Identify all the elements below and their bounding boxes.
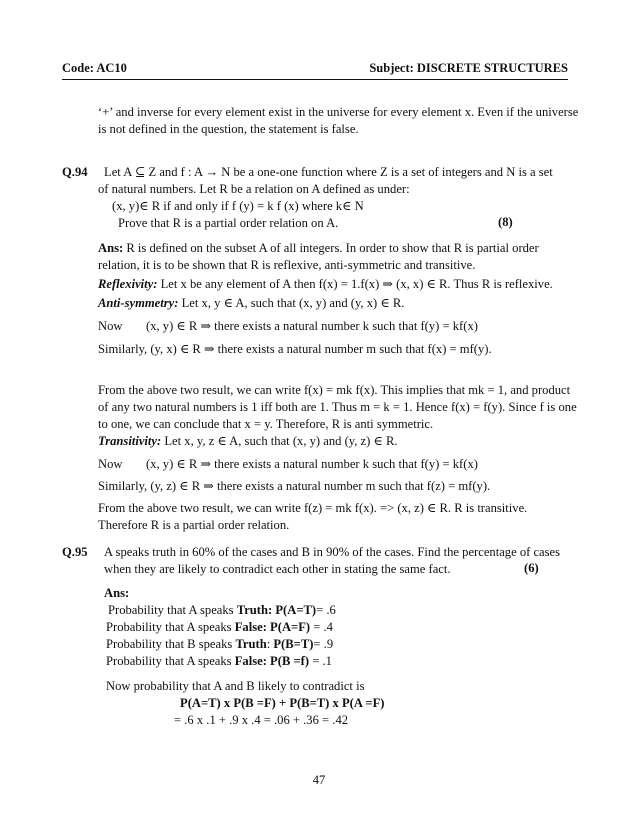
antisymmetry-line: Anti-symmetry: Let x, y ∈ A, such that (x, y) and (y, x) ∈ R. [98, 296, 405, 310]
relation-definition: (x, y)∈ R if and only if f (y) = k f (x) where k∈ N [112, 199, 364, 213]
probability-line: Probability that A speaks False: P(A=F) = .4 [106, 620, 333, 634]
page-number: 47 [312, 773, 326, 787]
paragraph-line: of any two natural numbers is 1 iff both are 1. Thus m = k = 1. Hence f(x) = f(y). Since f is one [98, 400, 577, 414]
probability-line: Probability that B speaks Truth: P(B=T)= .9 [106, 637, 334, 651]
probability-formula: P(A=T) x P(B =F) + P(B=T) x P(A =F) [180, 696, 385, 710]
paragraph-line: From the above two result, we can write f(z) = mk f(x). => (x, z) ∈ R. R is transitive. [98, 501, 528, 515]
question-text: A speaks truth in 60% of the cases and B in 90% of the cases. Find the percentage of cases [104, 545, 561, 559]
question-text: of natural numbers. Let R be a relation on A defined as under: [98, 182, 410, 196]
question-marks: (8) [498, 215, 513, 229]
question-number: Q.95 [62, 545, 88, 559]
question-text: Let A ⊆ Z and f : A → N be a one-one function where Z is a set of integers and N is a set [104, 165, 553, 179]
header-rule [62, 79, 568, 80]
answer-label: Ans: [104, 586, 130, 600]
subject-title: Subject: DISCRETE STRUCTURES [369, 61, 568, 75]
reflexivity-line: Reflexivity: Let x be any element of A then f(x) = 1.f(x) ⇒ (x, x) ∈ R. Thus R is reflexive. [98, 277, 553, 291]
now-label: Now [98, 457, 123, 471]
answer-line: Ans: R is defined on the subset A of all integers. In order to show that R is partial order [98, 241, 539, 255]
answer-line: relation, it is to be shown that R is reflexive, anti-symmetric and transitive. [98, 258, 476, 272]
similarly-line: Similarly, (y, z) ∈ R ⇒ there exists a natural number m such that f(z) = mf(y). [98, 479, 491, 493]
probability-line: Probability that A speaks False: P(B =f) = .1 [106, 654, 332, 668]
answer-label: Ans: [98, 241, 124, 255]
continuation-line: is not defined in the question, the statement is false. [98, 122, 359, 136]
now-label: Now [98, 319, 123, 333]
transitivity-line: Transitivity: Let x, y, z ∈ A, such that (x, y) and (y, z) ∈ R. [98, 434, 398, 448]
probability-result: = .6 x .1 + .9 x .4 = .06 + .36 = .42 [174, 713, 349, 727]
question-marks: (6) [524, 561, 539, 575]
question-text: when they are likely to contradict each other in stating the same fact. [104, 562, 451, 576]
continuation-line: ‘+’ and inverse for every element exist in the universe for every element x. Even if the universe [98, 105, 579, 119]
now-text: (x, y) ∈ R ⇒ there exists a natural number k such that f(y) = kf(x) [146, 457, 478, 471]
paragraph-line: Therefore R is a partial order relation. [98, 518, 290, 532]
paragraph-line: Now probability that A and B likely to contradict is [106, 679, 365, 693]
paragraph-line: From the above two result, we can write f(x) = mk f(x). This implies that mk = 1, and product [98, 383, 571, 397]
question-text: Prove that R is a partial order relation on A. [118, 216, 339, 230]
paragraph-line: to one, we can conclude that x = y. Therefore, R is anti symmetric. [98, 417, 434, 431]
now-text: (x, y) ∈ R ⇒ there exists a natural number k such that f(y) = kf(x) [146, 319, 478, 333]
question-number: Q.94 [62, 165, 88, 179]
page-header [62, 61, 568, 81]
similarly-line: Similarly, (y, x) ∈ R ⇒ there exists a natural number m such that f(x) = mf(y). [98, 342, 492, 356]
probability-line: Probability that A speaks Truth: P(A=T)= .6 [108, 603, 336, 617]
course-code: Code: AC10 [62, 61, 127, 75]
